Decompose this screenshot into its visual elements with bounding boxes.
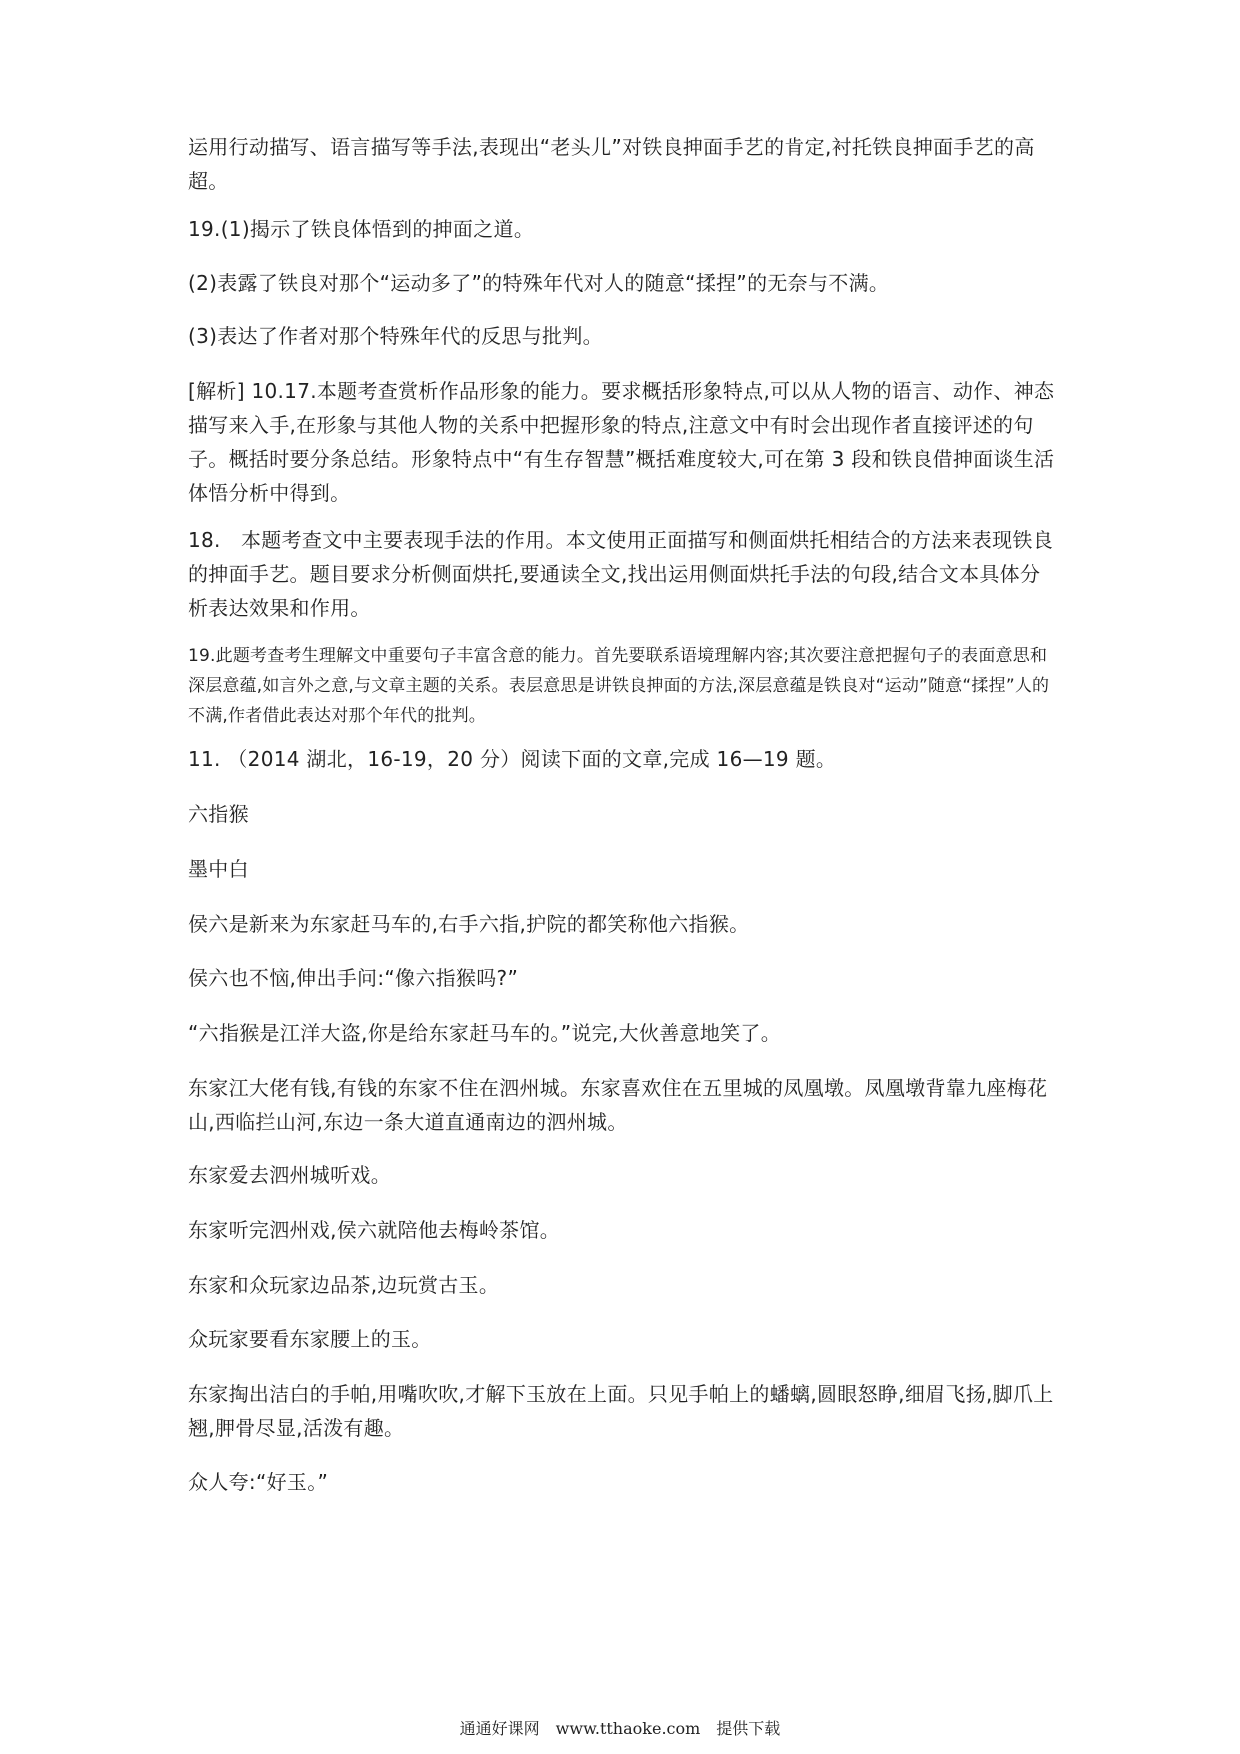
article-author: 墨中白	[188, 857, 249, 881]
paragraph-analysis-19: 19.此题考查考生理解文中重要句子丰富含意的能力。首先要联系语境理解内容;其次要注意把握句子的表面意思和深层意蕴,如言外之意,与文章主题的关系。表层意思是讲铁良抻面的方法,深层意蕴是铁良对“运动”随意“揉捏”人的不满,作者借此表达对那个年代的批判。	[188, 646, 1050, 726]
paragraph-analysis-17: [解析] 10.17.本题考查赏析作品形象的能力。要求概括形象特点,可以从人物的语言、动作、神态描写来入手,在形象与其他人物的关系中把握形象的特点,注意文中有时会出现作者直接评述的句子。概括时要分条总结。形象特点中“有生存智慧”概括难度较大,可在第 3 段和铁良借抻面谈生活体悟分析中得到。	[188, 379, 1055, 505]
article-paragraph: 东家江大佬有钱,有钱的东家不住在泗州城。东家喜欢住在五里城的凤凰墩。凤凰墩背靠九座梅花山,西临拦山河,东边一条大道直通南边的泗州城。	[188, 1076, 1048, 1134]
page-footer: 通通好课网 www.tthaoke.com 提供下载	[459, 1719, 781, 1738]
paragraph-analysis-18: 18. 本题考查文中主要表现手法的作用。本文使用正面描写和侧面烘托相结合的方法来表现铁良的抻面手艺。题目要求分析侧面烘托,要通读全文,找出运用侧面烘托手法的句段,结合文本具体分析表达效果和作用。	[188, 528, 1054, 620]
paragraph-answer-18-end: 运用行动描写、语言描写等手法,表现出“老头儿”对铁良抻面手艺的肯定,衬托铁良抻面手艺的高超。	[188, 135, 1035, 193]
article-paragraph: 众玩家要看东家腰上的玉。	[188, 1327, 432, 1351]
paragraph-answer-19-2: (2)表露了铁良对那个“运动多了”的特殊年代对人的随意“揉捏”的无奈与不满。	[188, 271, 890, 295]
paragraph-answer-19-1: 19.(1)揭示了铁良体悟到的抻面之道。	[188, 217, 535, 241]
article-paragraph: 侯六是新来为东家赶马车的,右手六指,护院的都笑称他六指猴。	[188, 912, 750, 936]
article-paragraph: 东家爱去泗州城听戏。	[188, 1163, 391, 1187]
article-paragraph: 东家掏出洁白的手帕,用嘴吹吹,才解下玉放在上面。只见手帕上的蟠螭,圆眼怒睁,细眉飞扬,脚爪上翘,胛骨尽显,活泼有趣。	[188, 1382, 1054, 1440]
paragraph-question-11: 11. （2014 湖北，16-19，20 分）阅读下面的文章,完成 16—19 题。	[188, 747, 837, 771]
article-paragraph: 众人夸:“好玉。”	[188, 1470, 329, 1494]
paragraph-answer-19-3: (3)表达了作者对那个特殊年代的反思与批判。	[188, 324, 603, 348]
article-title: 六指猴	[188, 802, 249, 826]
article-paragraph: “六指猴是江洋大盗,你是给东家赶马车的。”说完,大伙善意地笑了。	[188, 1021, 782, 1045]
article-paragraph: 侯六也不恼,伸出手问:“像六指猴吗?”	[188, 966, 519, 990]
article-paragraph: 东家听完泗州戏,侯六就陪他去梅岭茶馆。	[188, 1218, 561, 1242]
article-paragraph: 东家和众玩家边品茶,边玩赏古玉。	[188, 1273, 500, 1297]
